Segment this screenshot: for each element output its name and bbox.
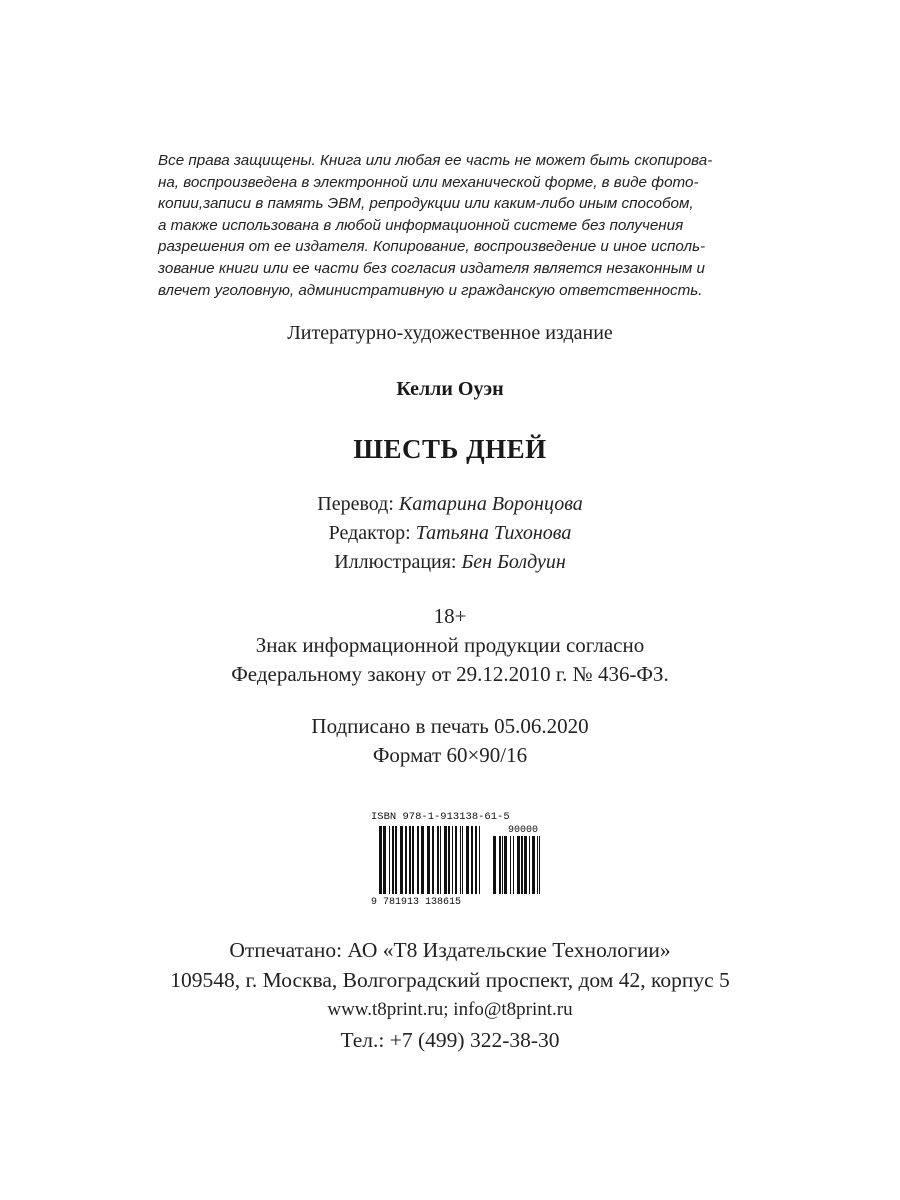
age-rating-block — [0, 602, 900, 689]
credit-translator — [0, 490, 900, 519]
barcode-bar — [524, 836, 527, 894]
copyright-line: разрешения от ее издателя. Копирование, воспроизведение и иное исполь- — [158, 238, 706, 256]
barcode-bar — [383, 826, 386, 894]
credit-role: Иллюстрация: — [334, 551, 457, 573]
copyright-notice — [158, 150, 758, 301]
barcode-bar — [421, 826, 424, 894]
barcode-bar — [400, 826, 403, 894]
barcode-bar — [462, 826, 463, 894]
barcode-bar — [529, 836, 530, 894]
barcode-bar — [539, 836, 540, 894]
barcode-bar — [475, 826, 477, 894]
age-rating-notice: Знак информационной продукции согласно — [255, 633, 645, 657]
edition-type: Литературно-художественное издание — [287, 322, 613, 344]
barcode-bar — [440, 826, 441, 894]
paper-format: Формат 60×90/16 — [372, 743, 528, 767]
barcode-bar — [437, 826, 439, 894]
printer-phone: Тел.: +7 (499) 322-38-30 — [340, 1028, 560, 1052]
barcode-bar — [521, 836, 523, 894]
copyright-line: а также использована в любой информационной системе без получения — [158, 216, 684, 234]
barcode-bar — [493, 836, 496, 894]
credit-illustrator — [0, 548, 900, 577]
copyright-line: на, воспроизведена в электронной или механической форме, в виде фото- — [158, 173, 699, 191]
credit-person: Бен Болдуин — [461, 551, 566, 573]
age-rating-mark: 18+ — [433, 604, 467, 628]
ean-digits: 9 781913 138615 — [371, 897, 462, 908]
barcode-bar — [448, 826, 450, 894]
barcode-bar — [510, 836, 511, 894]
barcode-bar — [379, 826, 382, 894]
credit-person: Татьяна Тихонова — [415, 522, 572, 544]
barcode-bar — [513, 836, 514, 894]
barcode-bar — [499, 836, 501, 894]
barcode-bar — [471, 826, 473, 894]
credit-editor — [0, 519, 900, 548]
barcode-bar — [417, 826, 419, 894]
barcode-bar — [389, 826, 390, 894]
barcode-bar — [532, 836, 535, 894]
credit-role: Редактор: — [328, 522, 411, 544]
barcode-bar — [537, 836, 538, 894]
copyright-line: Все права защищены. Книга или любая ее часть не может быть скопирова- — [158, 152, 713, 169]
barcode-bar — [409, 826, 411, 894]
barcode-bar — [466, 826, 469, 894]
barcode-bar — [504, 836, 507, 894]
signed-to-print: Подписано в печать 05.06.2020 — [311, 714, 589, 738]
copyright-line: зование книги или ее части без согласия издателя является незаконным и — [158, 259, 705, 277]
barcode-bar — [395, 826, 397, 894]
barcode-bar — [502, 836, 503, 894]
copyright-line: влечет уголовную, административную и гражданскую ответственность. — [158, 281, 703, 299]
credit-person: Катарина Воронцова — [398, 493, 583, 515]
barcode-bar — [517, 836, 520, 894]
barcode-addon-digits: 90000 — [508, 825, 539, 836]
barcode-bar — [452, 826, 453, 894]
printer-block — [0, 935, 900, 1055]
book-title: ШЕСТЬ ДНЕЙ — [353, 434, 547, 464]
barcode-bar — [412, 826, 414, 894]
author-name: Келли Оуэн — [396, 378, 504, 400]
print-info-block — [0, 712, 900, 770]
age-rating-law: Федеральному закону от 29.12.2010 г. № 436-ФЗ. — [231, 662, 669, 686]
printer-name: Отпечатано: АО «Т8 Издательские Технологии» — [229, 938, 671, 962]
barcode-bar — [479, 826, 480, 894]
barcode-bar — [432, 826, 434, 894]
credits-block — [0, 490, 900, 577]
credit-role: Перевод: — [317, 493, 394, 515]
barcode-bar — [392, 826, 394, 894]
barcode-graphic — [369, 808, 544, 908]
barcode-bar — [444, 826, 447, 894]
isbn-barcode — [369, 808, 544, 908]
barcode-bar — [460, 826, 461, 894]
barcode-bar — [405, 826, 407, 894]
printer-web-email: www.t8print.ru; info@t8print.ru — [327, 999, 573, 1020]
copyright-line: копии,записи в память ЭВМ, репродукции или каким-либо иным способом, — [158, 195, 694, 213]
barcode-bar — [455, 826, 457, 894]
isbn-label: ISBN 978-1-913138-61-5 — [371, 811, 510, 823]
barcode-bar — [427, 826, 430, 894]
printer-address: 109548, г. Москва, Волгоградский проспект, дом 42, корпус 5 — [170, 968, 730, 992]
